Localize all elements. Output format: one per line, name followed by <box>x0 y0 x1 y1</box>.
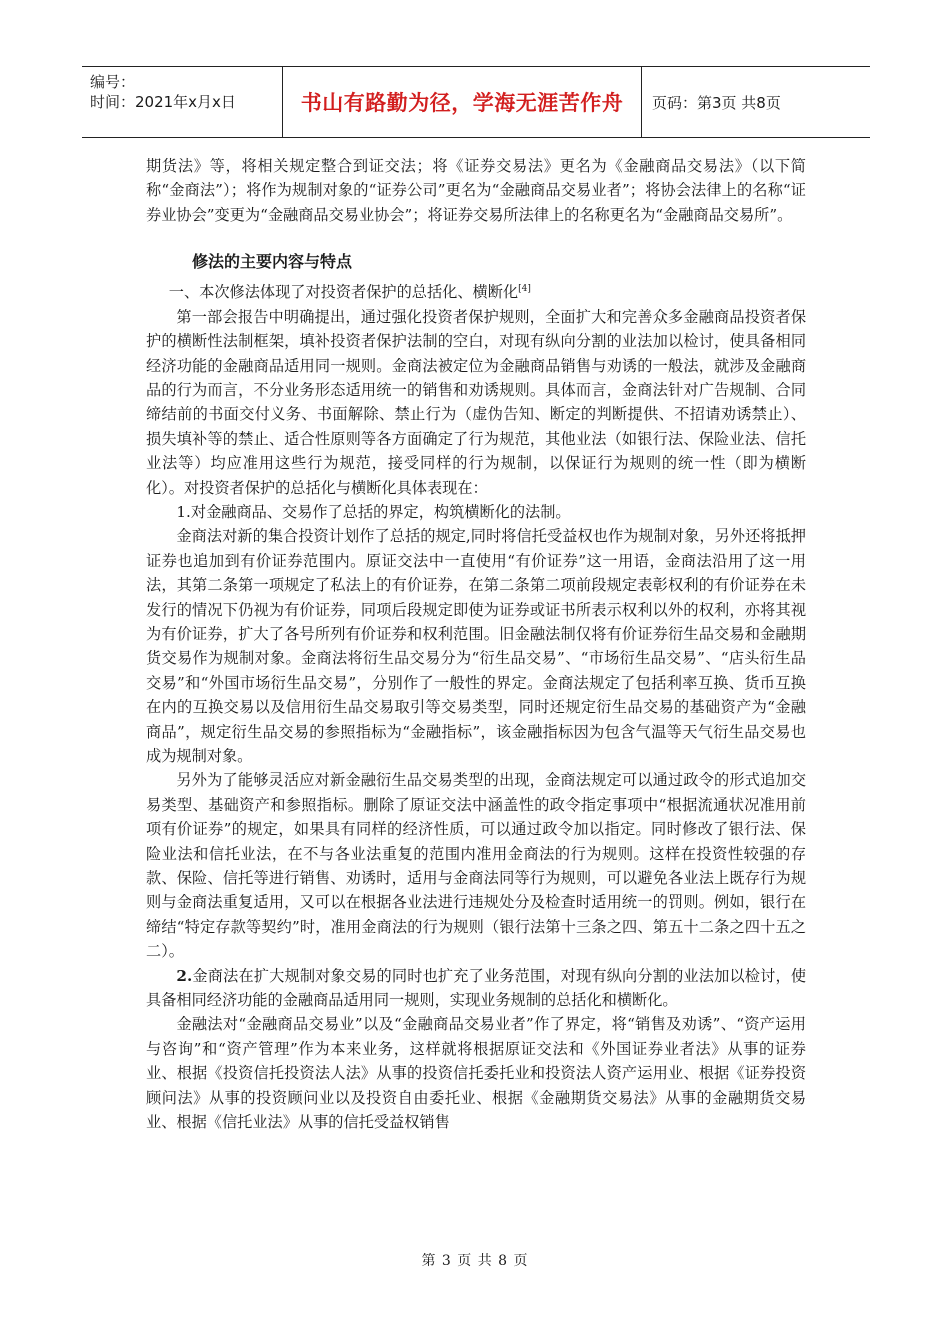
footnote-ref: [4] <box>518 284 531 295</box>
header-motto: 书山有路勤为径，学海无涯苦作舟 <box>300 91 624 115</box>
item-2 <box>146 964 806 1013</box>
paragraph-4: 金融法对“金融商品交易业”以及“金融商品交易业者”作了界定，将“销售及劝诱”、“资产运用与咨询”和“资产管理”作为本来业务，这样就将根据原证交法和《外国证券业者法》从事的证券业、根据《投资信托投资法人法》从事的投资信托委托业和投资法人资产运用业、根据《证券投资顾问法》从事的投资顾问业以及投资自由委托业、根据《金融期货交易法》从事的金融期货交易业、根据《信托业法》从事的信托受益权销售 <box>146 1015 806 1132</box>
page-footer: 第 3 页 共 8 页 <box>421 1253 529 1269</box>
document-date-label: 时间：2021年x月x日 <box>90 93 236 111</box>
intro-paragraph: 期货法》等，将相关规定整合到证交法；将《证券交易法》更名为《金融商品交易法》（以下简称“金商法”）；将作为规制对象的“证券公司”更名为“金融商品交易业者”；将协会法律上的名称“证券业协会”变更为“金融商品交易业协会”；将证券交易所法律上的名称更名为“金融商品交易所”。 <box>146 157 806 224</box>
item-1: 1.对金融商品、交易作了总括的界定，构筑横断化的法制。 <box>176 502 571 521</box>
item-2-number: 2. <box>176 966 193 985</box>
section-1-title <box>146 277 806 304</box>
paragraph-3: 另外为了能够灵活应对新金融衍生品交易类型的出现，金商法规定可以通过政令的形式追加交易类型、基础资产和参照指标。删除了原证交法中涵盖性的政令指定事项中“根据流通状况准用前项有价证券”的规定，如果具有同样的经济性质，可以通过政令加以指定。同时修改了银行法、保险业法和信托业法，在不与各业法重复的范围内准用金商法的行为规则。这样在投资性较强的存款、保险、信托等进行销售、劝诱时，适用与金商法同等行为规则，可以避免各业法上既存行为规则与金商法重复适用，又可以在根据各业法进行违规处分及检查时适用统一的罚则。例如，银行在缔结“特定存款等契约”时，准用金商法的行为规则（银行法第十三条之四、第五十二条之四十五之二）。 <box>146 771 806 961</box>
paragraph-1: 第一部会报告中明确提出，通过强化投资者保护规则，全面扩大和完善众多金融商品投资者保护的横断性法制框架，填补投资者保护法制的空白，对现有纵向分割的业法加以检讨，使具备相同经济功能的金融商品适用同一规则。金商法被定位为金融商品销售与劝诱的一般法，就涉及金融商品的行为而言，不分业务形态适用统一的销售和劝诱规则。具体而言，金商法针对广告规制、合同缔结前的书面交付义务、书面解除、禁止行为（虚伪告知、断定的判断提供、不招请劝诱禁止）、损失填补等的禁止、适合性原则等各方面确定了行为规范，其他业法（如银行法、保险业法、信托业法等）均应准用这些行为规范，接受同样的行为规制，以保证行为规则的统一性（即为横断化）。对投资者保护的总括化与横断化具体表现在： <box>146 307 806 497</box>
section-heading: 修法的主要内容与特点 <box>192 252 353 272</box>
document-number-label: 编号： <box>90 73 136 91</box>
item-2-text: 金商法在扩大规制对象交易的同时也扩充了业务范围，对现有纵向分割的业法加以检讨，使具备相同经济功能的金融商品适用同一规则，实现业务规制的总括化和横断化。 <box>146 966 806 1010</box>
header-meta <box>82 67 283 137</box>
header-page-number: 页码：第3页 共8页 <box>652 93 781 112</box>
header-motto-cell <box>283 67 642 137</box>
header-page-cell <box>642 67 870 137</box>
section-1-text: 一、本次修法体现了对投资者保护的总括化、横断化 <box>168 283 519 302</box>
paragraph-2: 金商法对新的集合投资计划作了总括的规定,同时将信托受益权也作为规制对象，另外还将抵押证券也追加到有价证券范围内。原证交法中一直使用“有价证券”这一用语，金商法沿用了这一用法，其第二条第一项规定了私法上的有价证券，在第二条第二项前段规定表彰权利的有价证券在未发行的情况下仍视为有价证券，同项后段规定即使为证券或证书所表示权利以外的权利，亦将其视为有价证券，扩大了各号所列有价证券和权利范围。旧金融法制仅将有价证券衍生品交易和金融期货交易作为规制对象。金商法将衍生品交易分为“衍生品交易”、“市场衍生品交易”、“店头衍生品交易”和“外国市场衍生品交易”，分别作了一般性的界定。金商法规定了包括利率互换、货币互换在内的互换交易以及信用衍生品交易取引等交易类型，同时还规定衍生品交易的基础资产为“金融商品”，规定衍生品交易的参照指标为“金融指标”，该金融指标因为包含气温等天气衍生品交易也成为规制对象。 <box>146 527 806 765</box>
document-body <box>146 154 806 1135</box>
page-header <box>82 66 870 138</box>
